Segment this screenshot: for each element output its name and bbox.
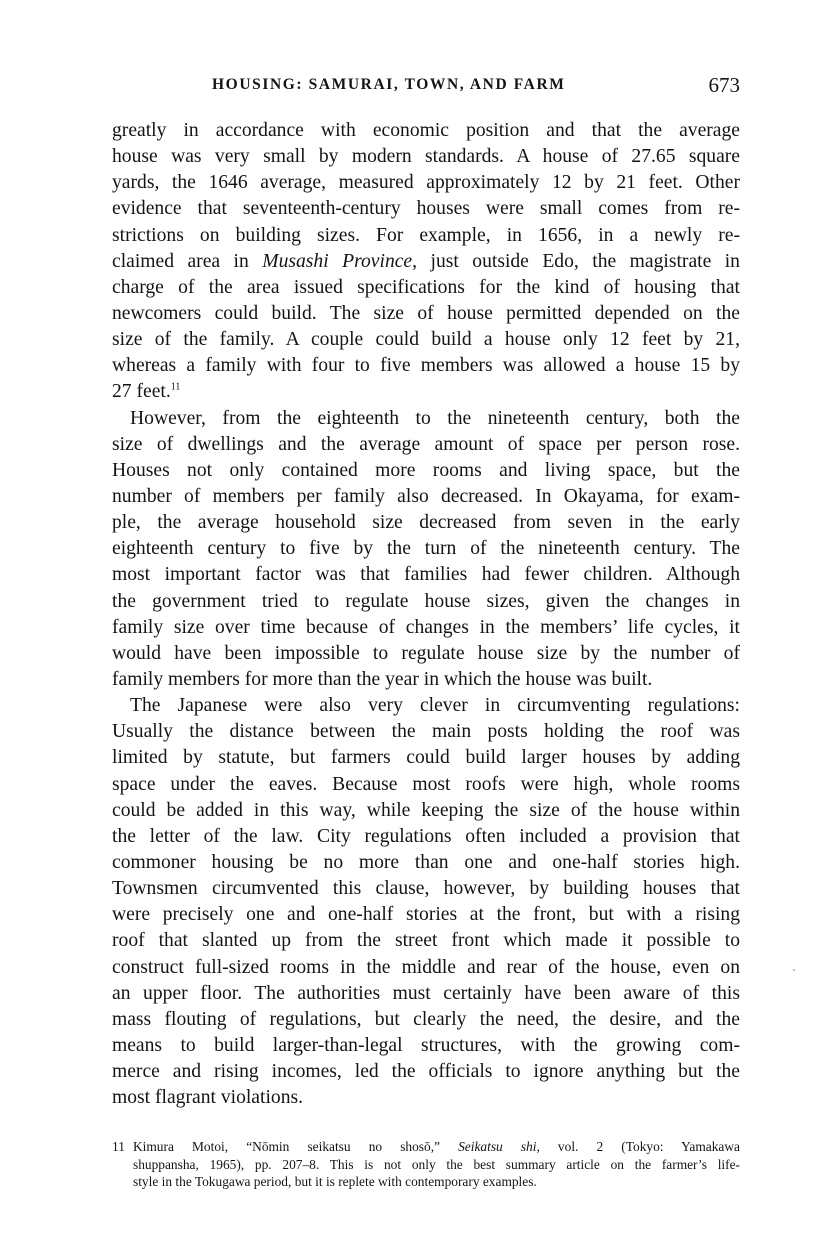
text-line: yards, the 1646 average, measured approximately 12 by 21 feet. Other — [112, 172, 740, 194]
footnote-reference[interactable]: 11 — [170, 381, 181, 393]
text-line: Usually the distance between the main posts holding the roof was — [112, 721, 740, 743]
text-fragment: claimed area in — [112, 250, 263, 272]
text-line: space under the eaves. Because most roofs were high, whole rooms — [112, 773, 740, 795]
text-line: size of the family. A couple could build a house only 12 feet by 21, — [112, 329, 740, 351]
text-line: the government tried to regulate house sizes, given the changes in — [112, 590, 740, 612]
text-line: Townsmen circumvented this clause, however, by building houses that — [112, 878, 740, 900]
text-line: The Japanese were also very clever in circumventing regulations: — [130, 695, 740, 717]
text-line — [112, 249, 740, 275]
text-line: most flagrant violations. — [112, 1087, 304, 1109]
text-line: whereas a family with four to five members was allowed a house 15 by — [112, 355, 740, 377]
text-line: merce and rising incomes, led the officials to ignore anything but the — [112, 1061, 740, 1083]
text-line: Houses not only contained more rooms and living space, but the — [112, 459, 740, 481]
text-line: the letter of the law. City regulations often included a provision that — [112, 825, 740, 847]
footnote — [112, 1138, 740, 1191]
footnote-text: , vol. 2 (Tokyo: Yamakawa — [536, 1139, 740, 1154]
text-line: strictions on building sizes. For example, in 1656, in a newly re- — [112, 224, 740, 246]
text-fragment: , just outside Edo, the magistrate in — [412, 250, 740, 272]
text-line: mass flouting of regulations, but clearly the need, the desire, and the — [112, 1008, 740, 1030]
text-line: limited by statute, but farmers could build larger houses by adding — [112, 747, 740, 769]
text-line: means to build larger-than-legal structures, with the growing com- — [112, 1034, 740, 1056]
text-line: evidence that seventeenth-century houses were small comes from re- — [112, 198, 740, 220]
place-name: Musashi Province — [262, 250, 413, 272]
running-head — [212, 73, 740, 102]
footnote-marker: 11 — [112, 1139, 125, 1154]
footnote-line: style in the Tokugawa period, but it is replete with contemporary examples. — [133, 1174, 537, 1190]
text-line: commoner housing be no more than one and one-half stories high. — [112, 851, 740, 873]
text-line: family size over time because of changes in the members’ life cycles, it — [112, 616, 740, 638]
cited-work-title: Seikatsu shi — [458, 1139, 537, 1154]
body-text — [112, 118, 740, 1111]
footnote-text: Kimura Motoi, “Nōmin seikatsu no shosō,” — [133, 1139, 459, 1154]
text-line: newcomers could build. The size of house permitted depended on the — [112, 302, 740, 324]
text-line: number of members per family also decreased. In Okayama, for exam- — [112, 485, 740, 507]
text-line: most important factor was that families had fewer children. Although — [112, 564, 740, 586]
text-line — [112, 379, 740, 405]
page-number: 673 — [708, 73, 740, 97]
text-line: roof that slanted up from the street front which made it possible to — [112, 930, 740, 952]
footnote-line: shuppansha, 1965), pp. 207–8. This is not only the best summary article on the farmer’s life- — [133, 1156, 740, 1172]
text-line: eighteenth century to five by the turn of the nineteenth century. The — [112, 538, 740, 560]
chapter-title: HOUSING: SAMURAI, TOWN, AND FARM — [212, 76, 566, 93]
text-line: family members for more than the year in which the house was built. — [112, 668, 653, 690]
text-line: construct full-sized rooms in the middle and rear of the house, even on — [112, 956, 740, 978]
text-line: charge of the area issued specifications for the kind of housing that — [112, 276, 740, 298]
text-line: However, from the eighteenth to the nineteenth century, both the — [130, 407, 740, 429]
text-line: house was very small by modern standards. A house of 27.65 square — [112, 146, 740, 168]
text-line: an upper floor. The authorities must certainly have been aware of this — [112, 982, 740, 1004]
text-line: would have been impossible to regulate house size by the number of — [112, 642, 740, 664]
text-line: size of dwellings and the average amount of space per person rose. — [112, 433, 740, 455]
scan-speck — [793, 969, 795, 971]
text-fragment: 27 feet. — [112, 381, 171, 403]
text-line: could be added in this way, while keeping the size of the house within — [112, 799, 740, 821]
text-line: ple, the average household size decreased from seven in the early — [112, 512, 740, 534]
footnote-line — [112, 1138, 740, 1156]
text-line: greatly in accordance with economic position and that the average — [112, 120, 740, 141]
text-line: were precisely one and one-half stories at the front, but with a rising — [112, 904, 740, 926]
